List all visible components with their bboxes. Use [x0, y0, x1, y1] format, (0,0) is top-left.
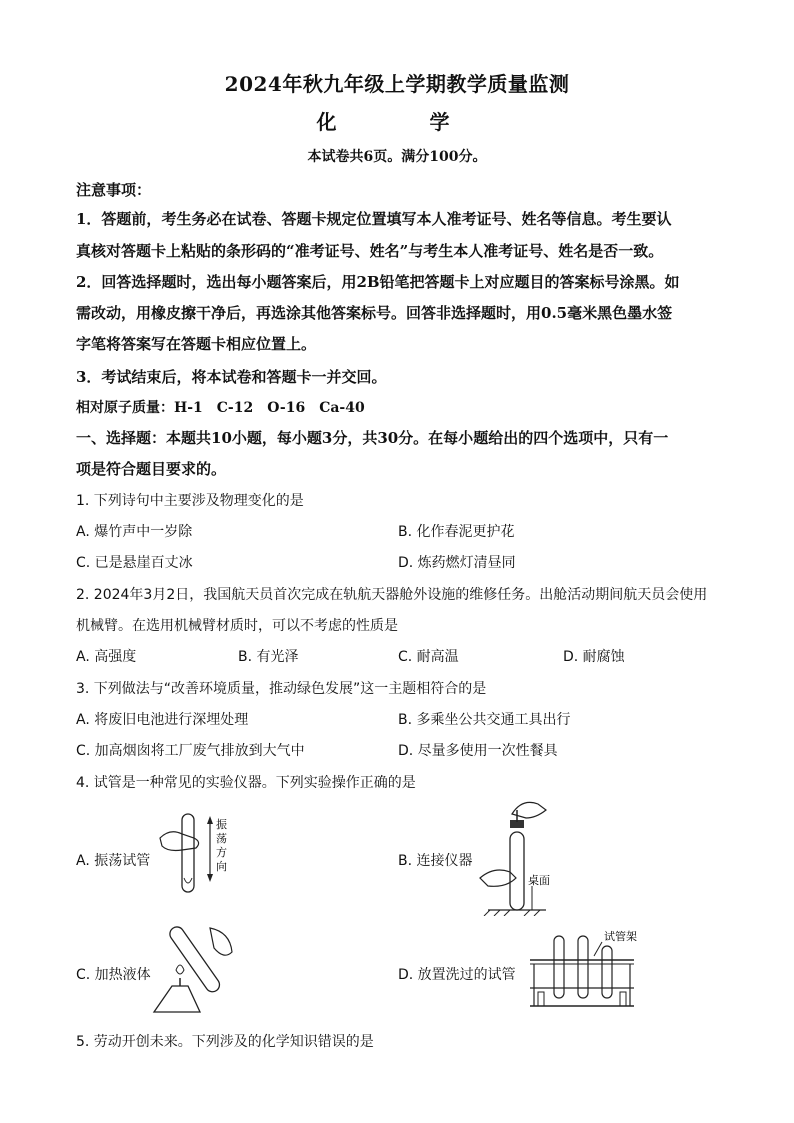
- notice-item-1-line-2: 真核对答题卡上粘贴的条形码的“准考证号、姓名”与考生本人准考证号、姓名是否一致。: [76, 242, 664, 260]
- rack-label: 试管架: [604, 930, 637, 943]
- inverted-tube-shape: [554, 936, 564, 998]
- direction-label-3: 方: [216, 846, 227, 859]
- heating-liquid-figure: [146, 916, 246, 1020]
- notice-item-2-line-3: 字笔将答案写在答题卡相应位置上。: [76, 335, 317, 353]
- shaking-test-tube-figure: [152, 808, 242, 898]
- q5-stem: 5. 劳动开创未来。下列涉及的化学知识错误的是: [76, 1034, 374, 1050]
- q3-stem: 3. 下列做法与“改善环境质量，推动绿色发展”这一主题相符合的是: [76, 681, 487, 697]
- q1-option-b: B. 化作春泥更护花: [398, 524, 515, 540]
- arrow-up-icon: [207, 816, 213, 824]
- page-title: 2024年秋九年级上学期教学质量监测: [224, 72, 570, 96]
- direction-label-2: 荡: [216, 832, 227, 845]
- q4-option-b: B. 连接仪器: [398, 853, 473, 869]
- hatch-line: [534, 910, 540, 916]
- test-tube-shape: [182, 814, 194, 892]
- q3-option-b: B. 多乘坐公共交通工具出行: [398, 712, 571, 728]
- arrow-down-icon: [207, 874, 213, 882]
- flame-shape: [176, 965, 184, 974]
- direction-label-4: 向: [216, 860, 227, 873]
- hand-shape: [210, 928, 232, 955]
- hatch-line: [484, 910, 490, 916]
- paper-info: 本试卷共6页。满分100分。: [307, 149, 487, 165]
- hatch-line: [524, 910, 530, 916]
- notice-heading: 注意事项：: [76, 181, 152, 199]
- notice-item-2-line-2: 需改动，用橡皮擦干净后，再选涂其他答案标号。回答非选择题时，用0.5毫米黑色墨水签: [76, 304, 673, 322]
- hatch-line: [494, 910, 500, 916]
- alcohol-lamp-shape: [154, 986, 200, 1012]
- q4-option-a: A. 振荡试管: [76, 853, 151, 869]
- table-label: 桌面: [528, 874, 550, 887]
- q2-option-a: A. 高强度: [76, 649, 137, 665]
- direction-label-1: 振: [216, 818, 227, 831]
- notice-item-3: 3．考试结束后，将本试卷和答题卡一并交回。: [76, 368, 387, 386]
- label-pointer-line: [594, 942, 602, 956]
- q4-stem: 4. 试管是一种常见的实验仪器。下列实验操作正确的是: [76, 775, 416, 791]
- test-tube-rack-figure: [524, 926, 644, 1018]
- inverted-tube-shape: [578, 936, 588, 998]
- q2-option-b: B. 有光泽: [238, 649, 299, 665]
- q2-stem-line-2: 机械臂。在选用机械臂材质时，可以不考虑的性质是: [76, 618, 398, 634]
- q2-option-c: C. 耐高温: [398, 649, 459, 665]
- q2-stem-line-1: 2. 2024年3月2日，我国航天员首次完成在轨航天器舱外设施的维修任务。出舱活动期间航天员会使用: [76, 587, 708, 603]
- subject-title: 化 学: [316, 110, 478, 134]
- q2-option-d: D. 耐腐蚀: [563, 649, 625, 665]
- hand-shape: [160, 832, 199, 851]
- liquid-shape: [184, 878, 192, 883]
- atomic-mass: 相对原子质量：H-1 C-12 O-16 Ca-40: [76, 400, 365, 416]
- q1-option-a: A. 爆竹声中一岁除: [76, 524, 193, 540]
- q4-option-c: C. 加热液体: [76, 967, 151, 983]
- q3-option-a: A. 将废旧电池进行深埋处理: [76, 712, 249, 728]
- test-tube-shape: [167, 924, 222, 994]
- section1-heading-line-1: 一、选择题：本题共10小题，每小题3分，共30分。在每小题给出的四个选项中，只有一: [76, 429, 669, 447]
- q1-option-c: C. 已是悬崖百丈冰: [76, 555, 193, 571]
- connecting-apparatus-figure: [476, 796, 576, 916]
- q3-option-c: C. 加高烟囱将工厂废气排放到大气中: [76, 743, 305, 759]
- inverted-tube-shape: [602, 946, 612, 998]
- q1-stem: 1. 下列诗句中主要涉及物理变化的是: [76, 493, 304, 509]
- q1-option-d: D. 炼药燃灯清昼同: [398, 555, 516, 571]
- section1-heading-line-2: 项是符合题目要求的。: [76, 460, 227, 478]
- notice-item-1-line-1: 1．答题前，考生务必在试卷、答题卡规定位置填写本人准考证号、姓名等信息。考生要认: [76, 210, 672, 228]
- notice-item-2-line-1: 2．回答选择题时，选出每小题答案后，用2B铅笔把答题卡上对应题目的答案标号涂黑。如: [76, 273, 680, 291]
- q3-option-d: D. 尽量多使用一次性餐具: [398, 743, 558, 759]
- q4-option-d: D. 放置洗过的试管: [398, 967, 516, 983]
- test-tube-shape: [510, 832, 524, 910]
- peg-shape: [538, 992, 544, 1006]
- hatch-line: [504, 910, 510, 916]
- peg-shape: [620, 992, 626, 1006]
